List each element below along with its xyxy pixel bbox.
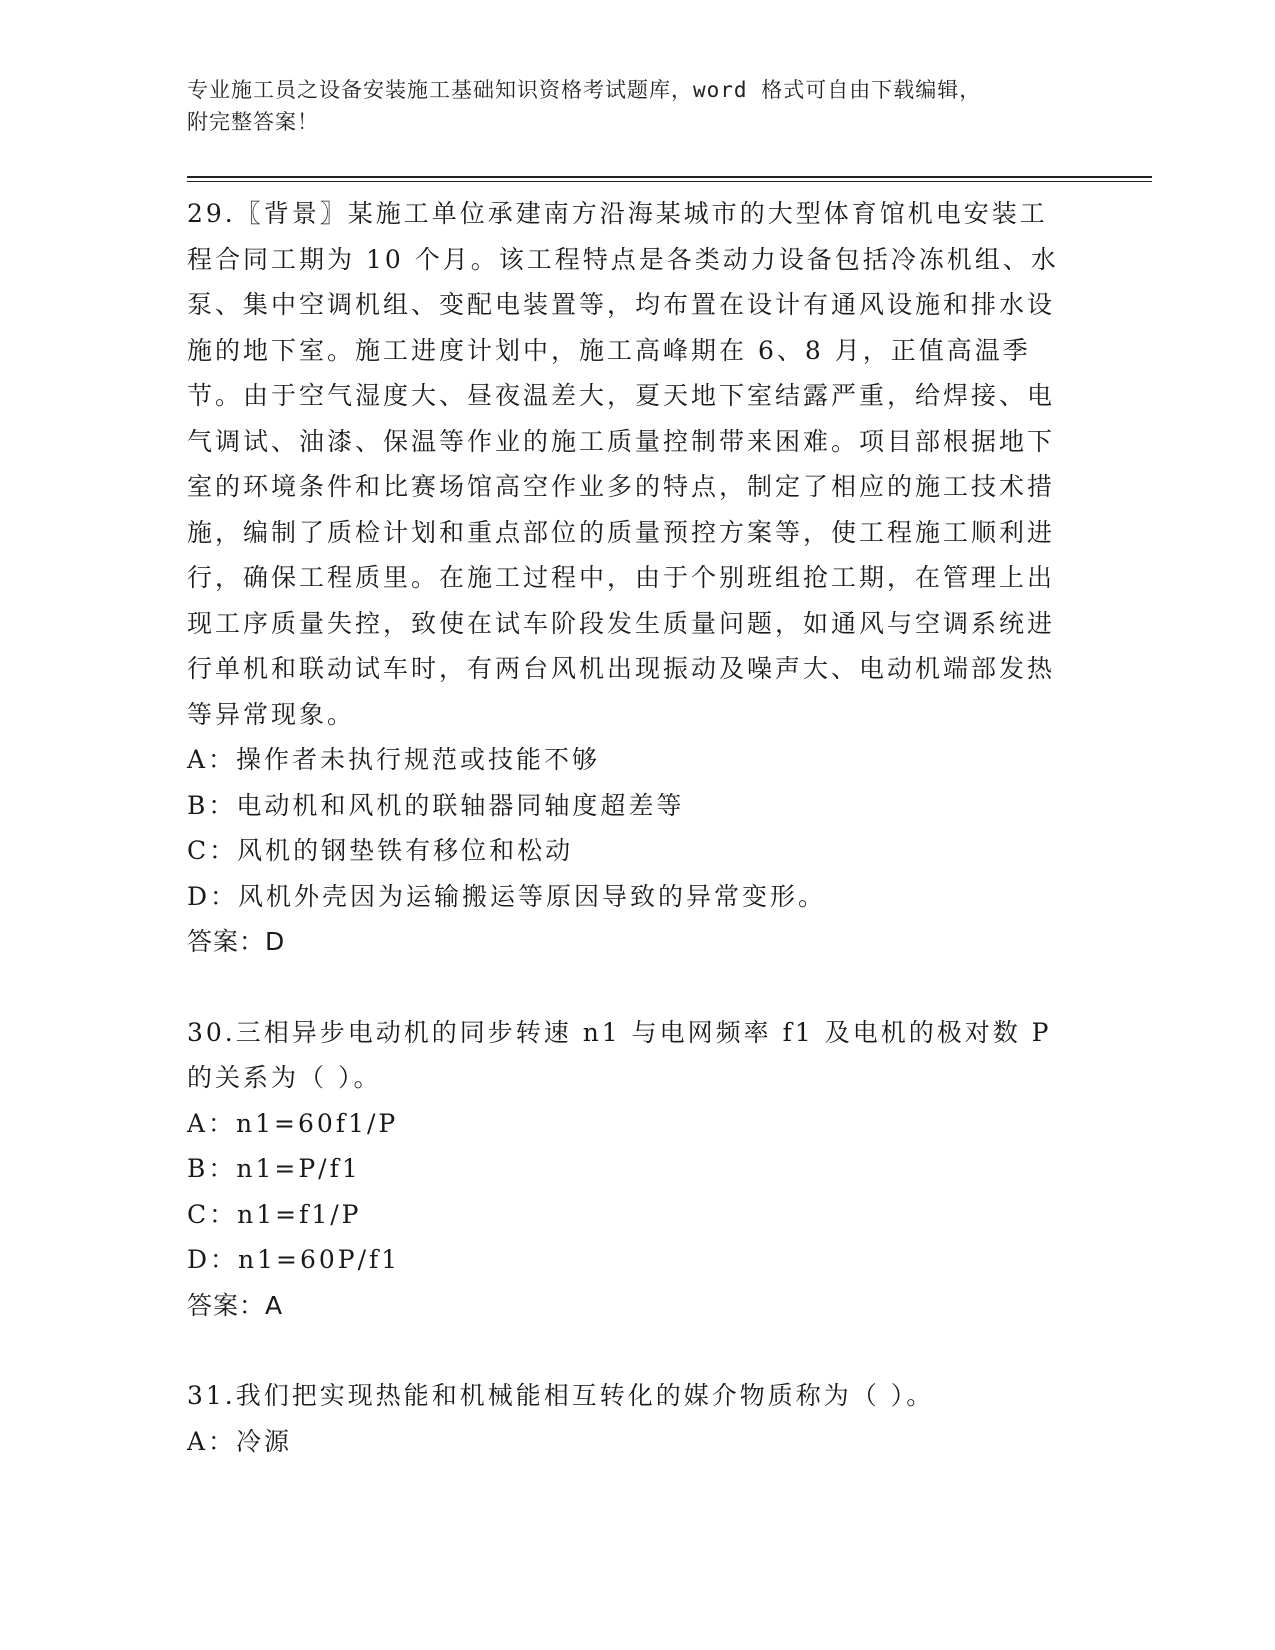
- option-c: C：风机的钢垫铁有移位和松动: [187, 836, 574, 865]
- option-a: A：操作者未执行规范或技能不够: [187, 745, 601, 774]
- question-31: [187, 1373, 1067, 1464]
- header-rule-thin: [187, 181, 1152, 182]
- option-c: C：n1=f1/P: [187, 1199, 362, 1229]
- header-rule-thick: [187, 176, 1152, 178]
- header-title-line-1: 专业施工员之设备安装施工基础知识资格考试题库，word 格式可自由下载编辑，: [187, 78, 982, 102]
- option-a: A：冷源: [187, 1426, 293, 1456]
- question-gap: [187, 965, 1067, 1010]
- header-title-line-2: 附完整答案！: [187, 110, 319, 134]
- question-30: [187, 1010, 1067, 1329]
- question-29: [187, 191, 1067, 965]
- option-b: B：电动机和风机的联轴器同轴度超差等: [187, 790, 685, 820]
- question-stem: 31.我们把实现热能和机械能相互转化的媒介物质称为（ ）。: [187, 1381, 935, 1410]
- option-a: A：n1=60f1/P: [187, 1108, 399, 1138]
- question-stem: 29.〖背景〗某施工单位承建南方沿海某城市的大型体育馆机电安装工程合同工期为 10 个月。该工程特点是各类动力设备包括冷冻机组、水泵、集中空调机组、变配电装置等，均布置在设计有通风设施和排水设施的地下室。施工进度计划中，施工高峰期在 6、8 月，正值高温季节。由于空气湿度大、昼夜温差大，夏天地下室结露严重，给焊接、电气调试、油漆、保温等作业的施工质量控制带来困难。项目部根据地下室的环境条件和比赛场馆高空作业多的特点，制定了相应的施工技术措施，编制了质检计划和重点部位的质量预控方案等，使工程施工顺利进行，确保工程质里。在施工过程中，由于个别班组抢工期，在管理上出现工序质量失控，致使在试车阶段发生质量问题，如通风与空调系统进行单机和联动试车时，有两台风机出现振动及噪声大、电动机端部发热等异常现象。: [187, 199, 1059, 729]
- option-d: D：n1=60P/f1: [187, 1245, 401, 1274]
- option-d: D：风机外壳因为运输搬运等原因导致的异常变形。: [187, 881, 827, 911]
- answer: 答案：D: [187, 927, 286, 956]
- question-list: [187, 191, 1067, 1464]
- question-gap: [187, 1328, 1067, 1373]
- option-b: B：n1=P/f1: [187, 1154, 361, 1183]
- question-stem: 30.三相异步电动机的同步转速 n1 与电网频率 f1 及电机的极对数 P 的关系为（ ）。: [187, 1017, 1052, 1092]
- answer: 答案：A: [187, 1290, 284, 1320]
- document-header: [187, 74, 1087, 138]
